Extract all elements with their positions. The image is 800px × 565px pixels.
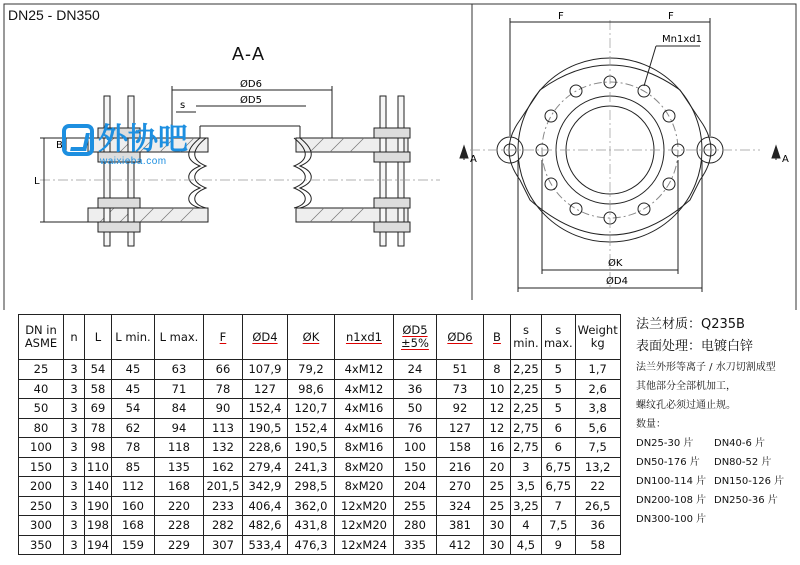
table-cell: 190,5	[242, 418, 287, 438]
table-cell: 36	[575, 516, 620, 536]
table-cell: 3,8	[575, 399, 620, 419]
table-cell: 94	[154, 418, 203, 438]
table-cell: 12xM20	[334, 496, 393, 516]
qty-item: DN150-126 片	[714, 476, 785, 487]
watermark-cn: 外协吧	[98, 123, 188, 156]
table-cell: 12xM20	[334, 516, 393, 536]
table-cell: 10	[483, 379, 510, 399]
label-d4: ØD4	[606, 276, 628, 287]
spec-table	[18, 314, 621, 555]
table-cell: 255	[393, 496, 436, 516]
label-f-left: F	[558, 11, 564, 22]
col-header: Weight kg	[575, 315, 620, 360]
table-cell: 3,25	[510, 496, 541, 516]
qty-item: DN40-6 片	[714, 438, 766, 449]
label-d5: ØD5	[240, 95, 262, 106]
table-cell: 132	[203, 438, 242, 458]
table-row	[19, 399, 621, 419]
table-cell: 5	[541, 379, 575, 399]
table-row	[19, 438, 621, 458]
table-row	[19, 379, 621, 399]
table-cell: 8xM20	[334, 457, 393, 477]
table-cell: 150	[393, 457, 436, 477]
table-cell: 5	[541, 360, 575, 380]
table-cell: 159	[111, 535, 154, 555]
table-cell: 2,25	[510, 399, 541, 419]
table-cell: 12xM24	[334, 535, 393, 555]
table-cell: 26,5	[575, 496, 620, 516]
note-material: 法兰材质：Q235B	[636, 317, 745, 332]
table-cell: 8	[483, 360, 510, 380]
table-row	[19, 477, 621, 497]
table-cell: 3	[64, 457, 85, 477]
table-cell: 50	[19, 399, 64, 419]
table-cell: 73	[436, 379, 483, 399]
table-cell: 62	[111, 418, 154, 438]
table-cell: 3	[64, 399, 85, 419]
notes-panel	[636, 314, 794, 529]
table-cell: 127	[436, 418, 483, 438]
table-cell: 150	[19, 457, 64, 477]
table-cell: 9	[541, 535, 575, 555]
table-cell: 5	[541, 399, 575, 419]
table-cell: 85	[111, 457, 154, 477]
table-row	[19, 457, 621, 477]
qty-item: DN50-176 片	[636, 457, 700, 468]
table-cell: 22	[575, 477, 620, 497]
table-cell: 3	[510, 457, 541, 477]
col-header: s max.	[541, 315, 575, 360]
table-cell: 4,5	[510, 535, 541, 555]
table-cell: 220	[154, 496, 203, 516]
table-cell: 3	[64, 438, 85, 458]
label-k: ØK	[608, 258, 623, 269]
table-cell: 140	[85, 477, 112, 497]
table-cell: 241,3	[287, 457, 334, 477]
table-cell: 120,7	[287, 399, 334, 419]
table-row	[19, 418, 621, 438]
table-cell: 3	[64, 379, 85, 399]
table-cell: 216	[436, 457, 483, 477]
col-header: DN in ASME	[19, 315, 64, 360]
table-cell: 280	[393, 516, 436, 536]
col-header: n	[64, 315, 85, 360]
table-cell: 107,9	[242, 360, 287, 380]
table-cell: 270	[436, 477, 483, 497]
qty-item	[714, 510, 794, 529]
table-cell: 3	[64, 477, 85, 497]
label-a-right: A	[782, 154, 789, 165]
table-cell: 118	[154, 438, 203, 458]
table-cell: 113	[203, 418, 242, 438]
table-cell: 58	[85, 379, 112, 399]
table-cell: 76	[393, 418, 436, 438]
col-header: L	[85, 315, 112, 360]
table-cell: 300	[19, 516, 64, 536]
col-header: ØK	[287, 315, 334, 360]
table-cell: 2,75	[510, 438, 541, 458]
table-cell: 168	[154, 477, 203, 497]
table-cell: 250	[19, 496, 64, 516]
table-cell: 54	[111, 399, 154, 419]
table-row	[19, 535, 621, 555]
table-cell: 58	[575, 535, 620, 555]
table-cell: 78	[203, 379, 242, 399]
col-header: n1xd1	[334, 315, 393, 360]
table-cell: 78	[85, 418, 112, 438]
flange-plan-view	[460, 18, 780, 292]
qty-item: DN250-36 片	[714, 495, 778, 506]
qty-item: DN25-30 片	[636, 438, 694, 449]
table-row	[19, 516, 621, 536]
watermark-logo	[62, 123, 188, 167]
table-cell: 406,4	[242, 496, 287, 516]
table-cell: 158	[436, 438, 483, 458]
section-title: A-A	[232, 44, 266, 64]
table-cell: 190	[85, 496, 112, 516]
table-cell: 25	[483, 496, 510, 516]
col-header: L min.	[111, 315, 154, 360]
range-title: DN25 - DN350	[8, 7, 100, 23]
col-header: ØD5 ±5%	[393, 315, 436, 360]
table-cell: 5,6	[575, 418, 620, 438]
label-a-left: A	[470, 154, 477, 165]
note-line-2: 其他部分全部机加工，	[636, 381, 736, 392]
table-cell: 7,5	[575, 438, 620, 458]
table-cell: 51	[436, 360, 483, 380]
qty-grid	[636, 434, 794, 529]
table-cell: 168	[111, 516, 154, 536]
table-cell: 3,5	[510, 477, 541, 497]
table-cell: 20	[483, 457, 510, 477]
table-cell: 98	[85, 438, 112, 458]
table-cell: 7,5	[541, 516, 575, 536]
note-qty-title: 数量：	[636, 419, 666, 430]
table-cell: 2,75	[510, 418, 541, 438]
label-l: L	[34, 176, 40, 187]
table-cell: 45	[111, 379, 154, 399]
table-cell: 30	[483, 516, 510, 536]
table-cell: 100	[19, 438, 64, 458]
spec-header-row	[19, 315, 621, 360]
table-cell: 307	[203, 535, 242, 555]
table-cell: 335	[393, 535, 436, 555]
col-header: F	[203, 315, 242, 360]
table-cell: 16	[483, 438, 510, 458]
note-line-3: 螺纹孔必须过通止规。	[636, 400, 736, 411]
table-cell: 8xM16	[334, 438, 393, 458]
label-d6: ØD6	[240, 79, 262, 90]
table-cell: 2,25	[510, 379, 541, 399]
table-cell: 79,2	[287, 360, 334, 380]
table-cell: 30	[483, 535, 510, 555]
table-cell: 3	[64, 535, 85, 555]
label-s: s	[180, 100, 186, 111]
table-cell: 194	[85, 535, 112, 555]
table-cell: 4xM16	[334, 399, 393, 419]
table-cell: 350	[19, 535, 64, 555]
table-cell: 12	[483, 399, 510, 419]
qty-item: DN100-114 片	[636, 476, 707, 487]
table-cell: 100	[393, 438, 436, 458]
table-cell: 201,5	[203, 477, 242, 497]
col-header: ØD6	[436, 315, 483, 360]
note-line-1: 法兰外形等离子 / 水刀切割成型	[636, 362, 776, 373]
table-cell: 152,4	[287, 418, 334, 438]
table-cell: 66	[203, 360, 242, 380]
table-cell: 69	[85, 399, 112, 419]
table-cell: 13,2	[575, 457, 620, 477]
table-cell: 200	[19, 477, 64, 497]
table-cell: 198	[85, 516, 112, 536]
col-header: B	[483, 315, 510, 360]
table-cell: 63	[154, 360, 203, 380]
table-cell: 204	[393, 477, 436, 497]
table-cell: 50	[393, 399, 436, 419]
table-cell: 298,5	[287, 477, 334, 497]
table-cell: 476,3	[287, 535, 334, 555]
table-cell: 228,6	[242, 438, 287, 458]
table-cell: 4	[510, 516, 541, 536]
table-cell: 92	[436, 399, 483, 419]
table-cell: 431,8	[287, 516, 334, 536]
qty-item: DN80-52 片	[714, 457, 772, 468]
table-cell: 152,4	[242, 399, 287, 419]
table-cell: 6	[541, 438, 575, 458]
table-cell: 80	[19, 418, 64, 438]
table-cell: 324	[436, 496, 483, 516]
table-cell: 127	[242, 379, 287, 399]
table-cell: 25	[19, 360, 64, 380]
table-cell: 36	[393, 379, 436, 399]
table-row	[19, 360, 621, 380]
table-cell: 2,25	[510, 360, 541, 380]
table-cell: 112	[111, 477, 154, 497]
col-header: L max.	[154, 315, 203, 360]
table-cell: 3	[64, 516, 85, 536]
qty-item: DN300-100 片	[636, 514, 707, 525]
qty-item: DN200-108 片	[636, 495, 707, 506]
table-cell: 8xM20	[334, 477, 393, 497]
table-cell: 6,75	[541, 457, 575, 477]
table-cell: 3	[64, 418, 85, 438]
table-cell: 4xM12	[334, 360, 393, 380]
table-cell: 190,5	[287, 438, 334, 458]
table-cell: 533,4	[242, 535, 287, 555]
spec-body	[19, 360, 621, 555]
table-cell: 25	[483, 477, 510, 497]
table-cell: 84	[154, 399, 203, 419]
table-cell: 1,7	[575, 360, 620, 380]
table-cell: 233	[203, 496, 242, 516]
table-cell: 3	[64, 496, 85, 516]
table-cell: 482,6	[242, 516, 287, 536]
table-cell: 2,6	[575, 379, 620, 399]
table-cell: 45	[111, 360, 154, 380]
table-cell: 282	[203, 516, 242, 536]
table-cell: 90	[203, 399, 242, 419]
table-cell: 3	[64, 360, 85, 380]
table-cell: 162	[203, 457, 242, 477]
table-cell: 40	[19, 379, 64, 399]
table-cell: 54	[85, 360, 112, 380]
table-cell: 279,4	[242, 457, 287, 477]
table-cell: 160	[111, 496, 154, 516]
table-cell: 98,6	[287, 379, 334, 399]
label-f-right: F	[668, 11, 674, 22]
note-surface: 表面处理：电镀白锌	[636, 339, 754, 354]
col-header: ØD4	[242, 315, 287, 360]
table-cell: 229	[154, 535, 203, 555]
table-cell: 342,9	[242, 477, 287, 497]
table-cell: 412	[436, 535, 483, 555]
table-cell: 78	[111, 438, 154, 458]
table-cell: 24	[393, 360, 436, 380]
table-row	[19, 496, 621, 516]
label-mn1xd1: Mn1xd1	[662, 34, 702, 45]
table-cell: 135	[154, 457, 203, 477]
table-cell: 6	[541, 418, 575, 438]
table-cell: 110	[85, 457, 112, 477]
table-cell: 71	[154, 379, 203, 399]
col-header: s min.	[510, 315, 541, 360]
table-cell: 12	[483, 418, 510, 438]
table-cell: 7	[541, 496, 575, 516]
logo-icon	[62, 124, 94, 156]
table-cell: 381	[436, 516, 483, 536]
table-cell: 6,75	[541, 477, 575, 497]
label-b: B	[56, 140, 63, 151]
table-cell: 362,0	[287, 496, 334, 516]
table-cell: 4xM12	[334, 379, 393, 399]
watermark-en: waixieba.com	[100, 156, 167, 167]
table-cell: 4xM16	[334, 418, 393, 438]
table-cell: 228	[154, 516, 203, 536]
